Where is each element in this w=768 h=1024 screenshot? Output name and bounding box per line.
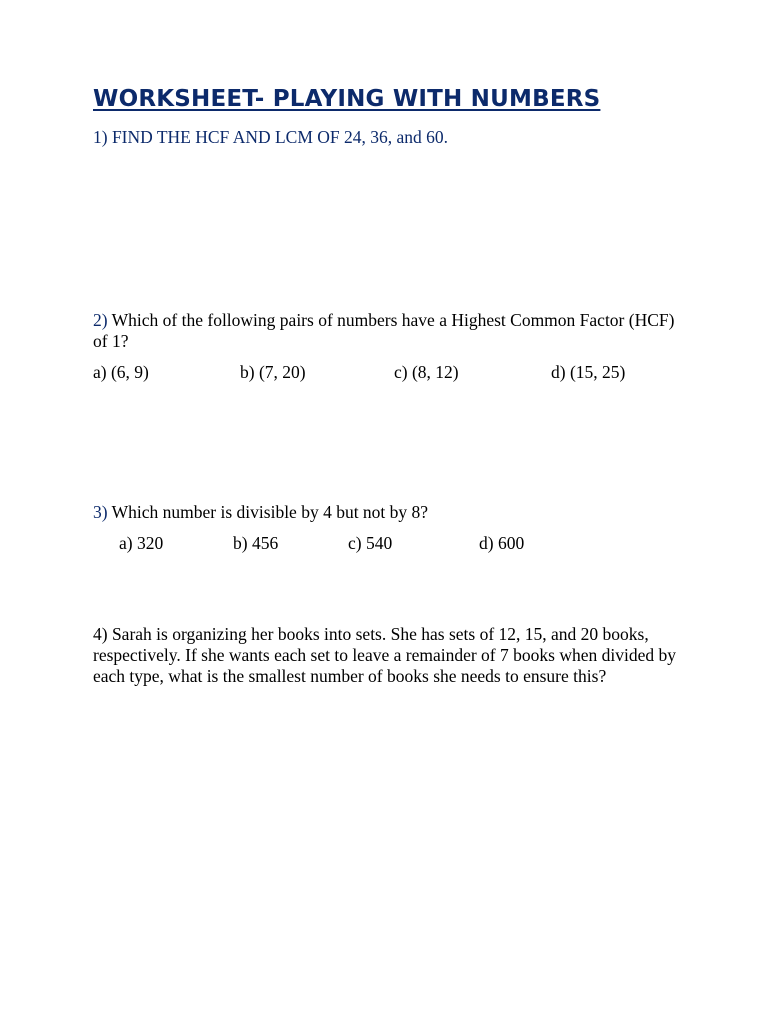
question-text: Sarah is organizing her books into sets. She has sets of 12, 15, and 20 books, respectively. If she wants each set to leave a remainder of 7 books when divided by each type, what is the smallest number of books she needs to ensure this? [93, 624, 676, 686]
question-1 [93, 127, 448, 148]
option-b: b) 456 [233, 533, 279, 553]
worksheet-title: WORKSHEET- PLAYING WITH NUMBERS [93, 86, 601, 112]
question-number: 3) [93, 502, 108, 522]
question-3 [93, 502, 428, 523]
option-c: c) 540 [348, 533, 393, 553]
question-number: 2) [93, 310, 108, 330]
option-d: d) 600 [479, 533, 525, 553]
option-c: c) (8, 12) [394, 362, 459, 382]
option-a: a) 320 [119, 533, 164, 553]
question-4 [93, 624, 693, 687]
option-d: d) (15, 25) [551, 362, 626, 382]
question-number: 4) [93, 624, 108, 644]
question-text: Which of the following pairs of numbers have a Highest Common Factor (HCF) of 1? [93, 310, 675, 351]
option-a: a) (6, 9) [93, 362, 149, 382]
question-2 [93, 310, 693, 352]
question-number: 1) [93, 127, 108, 147]
option-b: b) (7, 20) [240, 362, 306, 382]
question-text: Which number is divisible by 4 but not by 8? [111, 502, 429, 522]
question-text: FIND THE HCF AND LCM OF 24, 36, and 60. [111, 127, 449, 147]
